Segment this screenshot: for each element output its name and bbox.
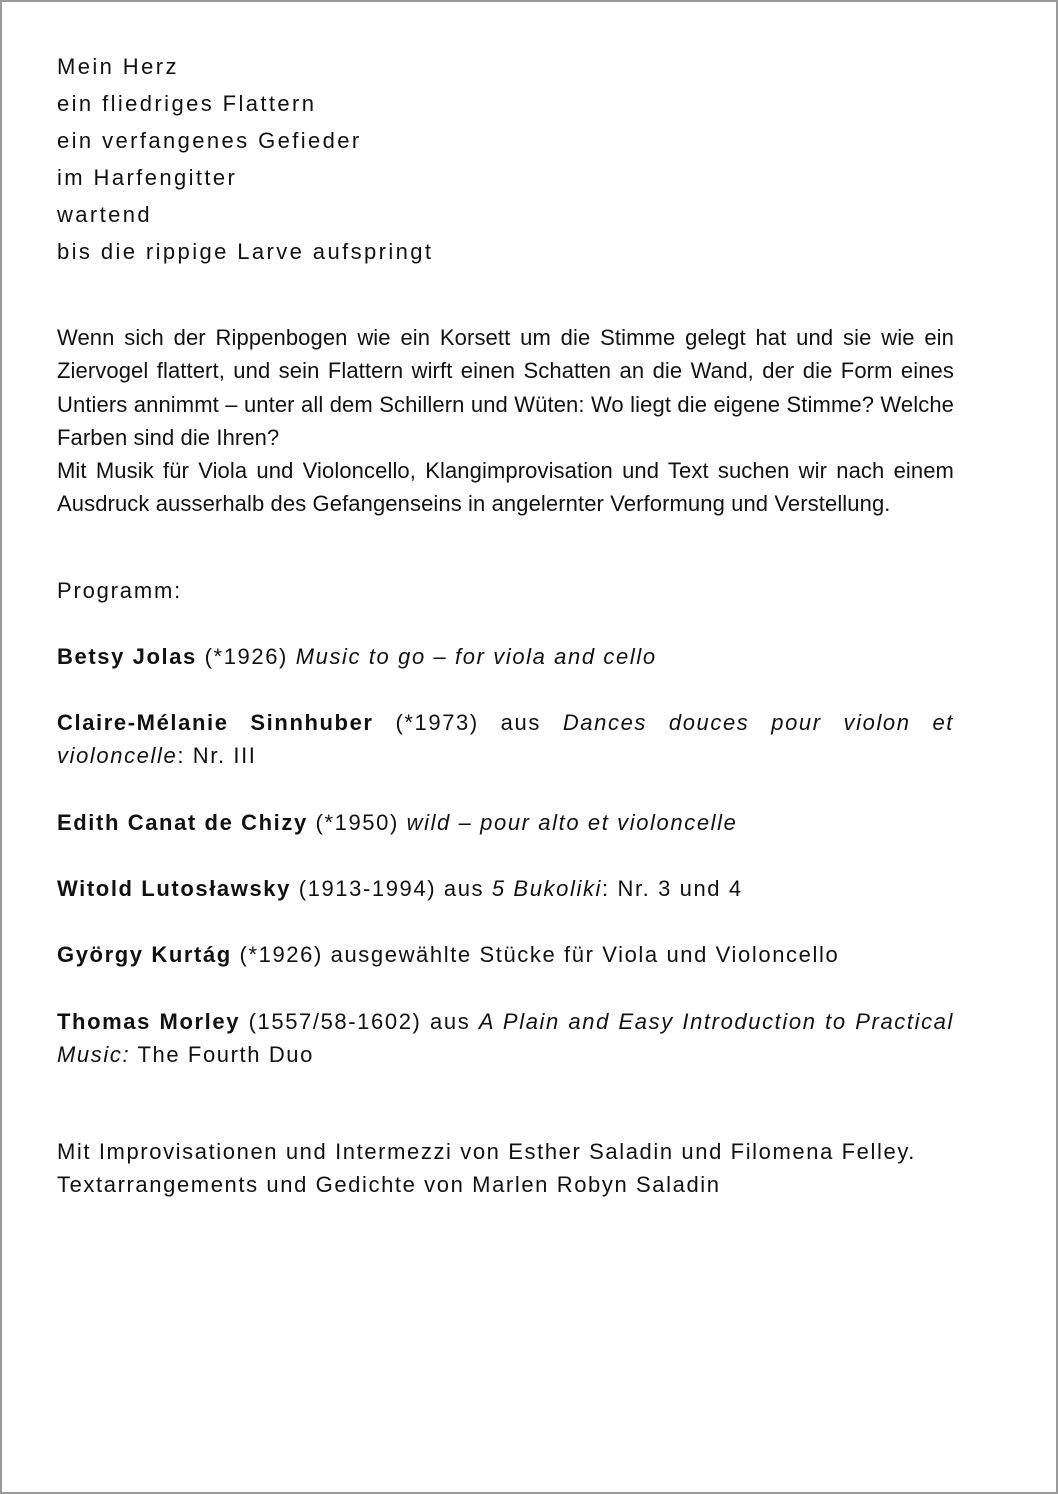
- composer-dates: (*1926): [204, 643, 288, 669]
- poem-line: im Harfengitter: [57, 165, 238, 190]
- description-paragraph: Mit Musik für Viola und Violoncello, Klangimprovisation und Text suchen wir nach einem Ausdruck ausserhalb des Gefangenseins in angelernter Verformung und Verstellung.: [57, 458, 954, 517]
- work-suffix: : Nr. 3 und 4: [602, 875, 743, 901]
- poem: [57, 48, 954, 270]
- work-suffix: The Fourth Duo: [137, 1041, 314, 1067]
- credits: [57, 1135, 954, 1202]
- work-title: A Plain and Easy Introduction to Practical Music:: [57, 1008, 954, 1067]
- work-title: wild – pour alto et violoncelle: [406, 809, 738, 835]
- work-title: Dances douces pour violon et violoncelle: [57, 710, 954, 769]
- composer-dates: (*1973): [395, 710, 479, 736]
- work-title: 5 Bukoliki: [491, 875, 603, 901]
- program-item: [57, 938, 954, 971]
- program-item: [57, 872, 954, 905]
- composer-name: Betsy Jolas: [57, 643, 197, 669]
- work-prefix: aus: [430, 1008, 471, 1034]
- composer-name: Witold Lutosławsky: [57, 875, 291, 901]
- program-title: Programm:: [57, 577, 182, 603]
- program-item: [57, 1005, 954, 1072]
- work-title: Music to go – for viola and cello: [295, 643, 657, 669]
- composer-dates: (1557/58-1602): [248, 1008, 422, 1034]
- work-suffix: : Nr. III: [177, 743, 257, 769]
- composer-name: Claire-Mélanie Sinnhuber: [57, 710, 374, 736]
- composer-name: György Kurtág: [57, 942, 232, 968]
- composer-name: Edith Canat de Chizy: [57, 809, 308, 835]
- description-paragraph: Wenn sich der Rippenbogen wie ein Korsett um die Stimme gelegt hat und sie wie ein Ziervogel flattert, und sein Flattern wirft einen Schatten an die Wand, der die Form eines Untiers annimmt – unter all dem Schillern und Wüten: Wo liegt die eigene Stimme? Welche Farben sind die Ihren?: [57, 325, 954, 450]
- composer-dates: (1913-1994): [298, 875, 437, 901]
- program-item: [57, 806, 954, 839]
- composer-name: Thomas Morley: [57, 1008, 241, 1034]
- poem-line: bis die rippige Larve aufspringt: [57, 239, 434, 264]
- poem-line: ein fliedriges Flattern: [57, 91, 317, 116]
- program-item: [57, 640, 954, 673]
- work-prefix: ausgewählte Stücke für Viola und Violoncello: [330, 942, 840, 968]
- work-prefix: aus: [443, 875, 485, 901]
- composer-dates: (*1950): [315, 809, 399, 835]
- work-prefix: aus: [500, 710, 541, 736]
- credits-line: Mit Improvisationen und Intermezzi von Esther Saladin und Filomena Felley.: [57, 1139, 917, 1165]
- description: [57, 321, 954, 521]
- program-item: [57, 706, 954, 773]
- credits-line: Textarrangements und Gedichte von Marlen Robyn Saladin: [57, 1172, 721, 1198]
- poem-line: Mein Herz: [57, 54, 179, 79]
- poem-line: ein verfangenes Gefieder: [57, 128, 362, 153]
- composer-dates: (*1926): [239, 942, 323, 968]
- poem-line: wartend: [57, 202, 153, 227]
- program-list: [57, 640, 954, 1071]
